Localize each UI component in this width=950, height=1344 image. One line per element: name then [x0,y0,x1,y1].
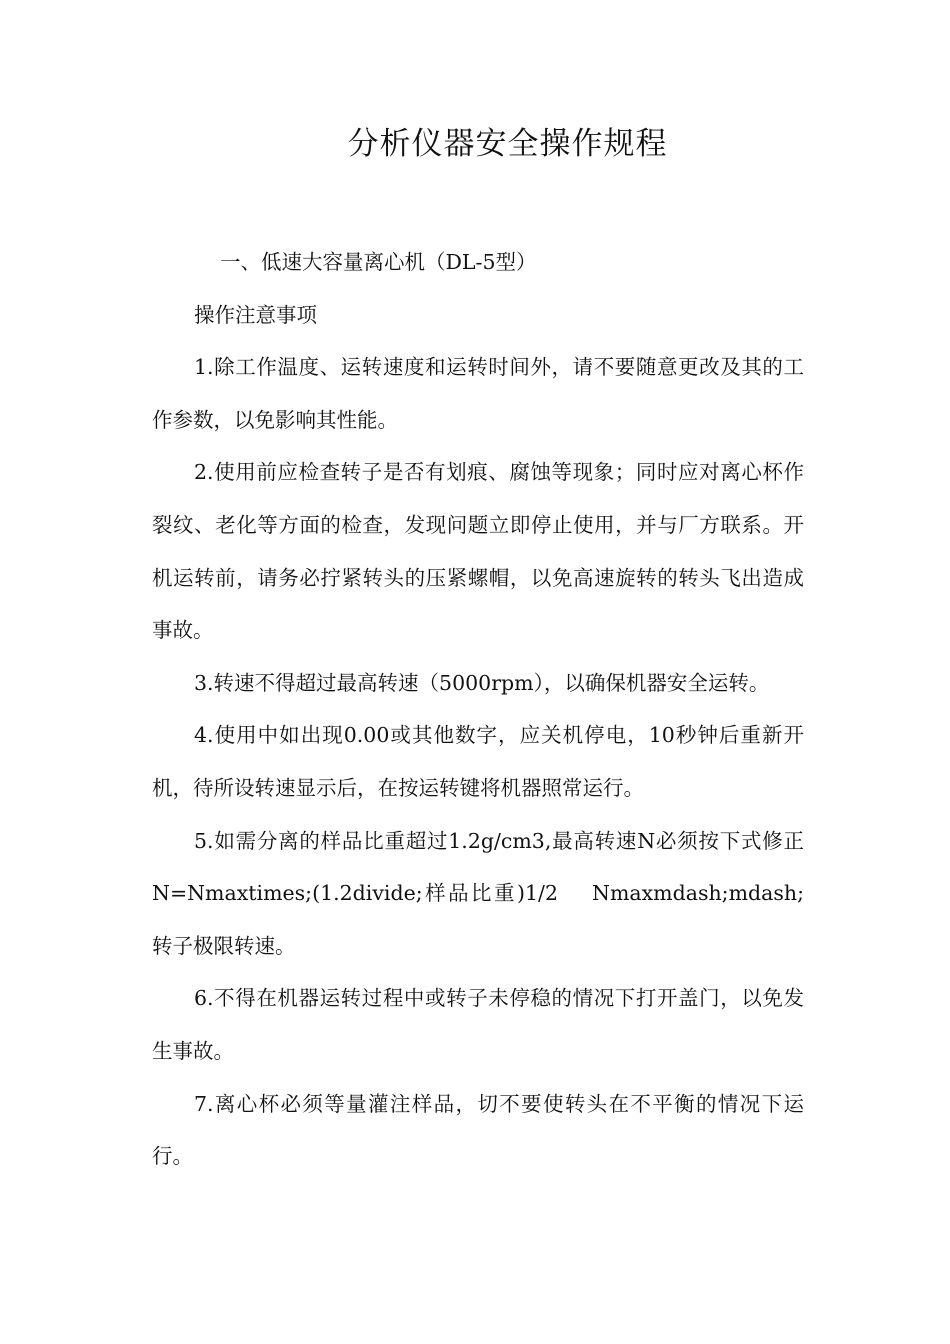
paragraph-item-4: 4.使用中如出现0.00或其他数字，应关机停电，10秒钟后重新开机，待所设转速显示后，在按运转键将机器照常运行。 [152,723,804,800]
section-heading: 一、低速大容量离心机（DL-5型） [220,250,537,274]
document-title: 分析仪器安全操作规程 [347,126,668,162]
subheading: 操作注意事项 [194,302,317,327]
document-body [152,236,804,1183]
item-5-definition-text: Nmaxmdash;mdash;转子极限转速。 [152,881,804,958]
paragraph-item-5 [152,815,804,973]
paragraph-item-1: 1.除工作温度、运转速度和运转时间外，请不要随意更改及其的工作参数，以免影响其性能。 [152,355,804,432]
paragraph-item-6: 6.不得在机器运转过程中或转子未停稳的情况下打开盖门，以免发生事故。 [152,986,804,1063]
item-5-formula-text: 5.如需分离的样品比重超过1.2g/cm3,最高转速N必须按下式修正N=Nmaxtimes;(1.2divide;样品比重)1/2 [152,828,804,906]
paragraph-item-2: 2.使用前应检查转子是否有划痕、腐蚀等现象；同时应对离心杯作裂纹、老化等方面的检查，发现问题立即停止使用，并与厂方联系。开机运转前，请务必拧紧转头的压紧螺帽，以免高速旋转的转头飞出造成事故。 [152,460,804,643]
paragraph-item-7: 7.离心杯必须等量灌注样品，切不要使转头在不平衡的情况下运行。 [152,1091,804,1169]
paragraph-item-3: 3.转速不得超过最高转速（5000rpm），以确保机器安全运转。 [194,670,770,695]
